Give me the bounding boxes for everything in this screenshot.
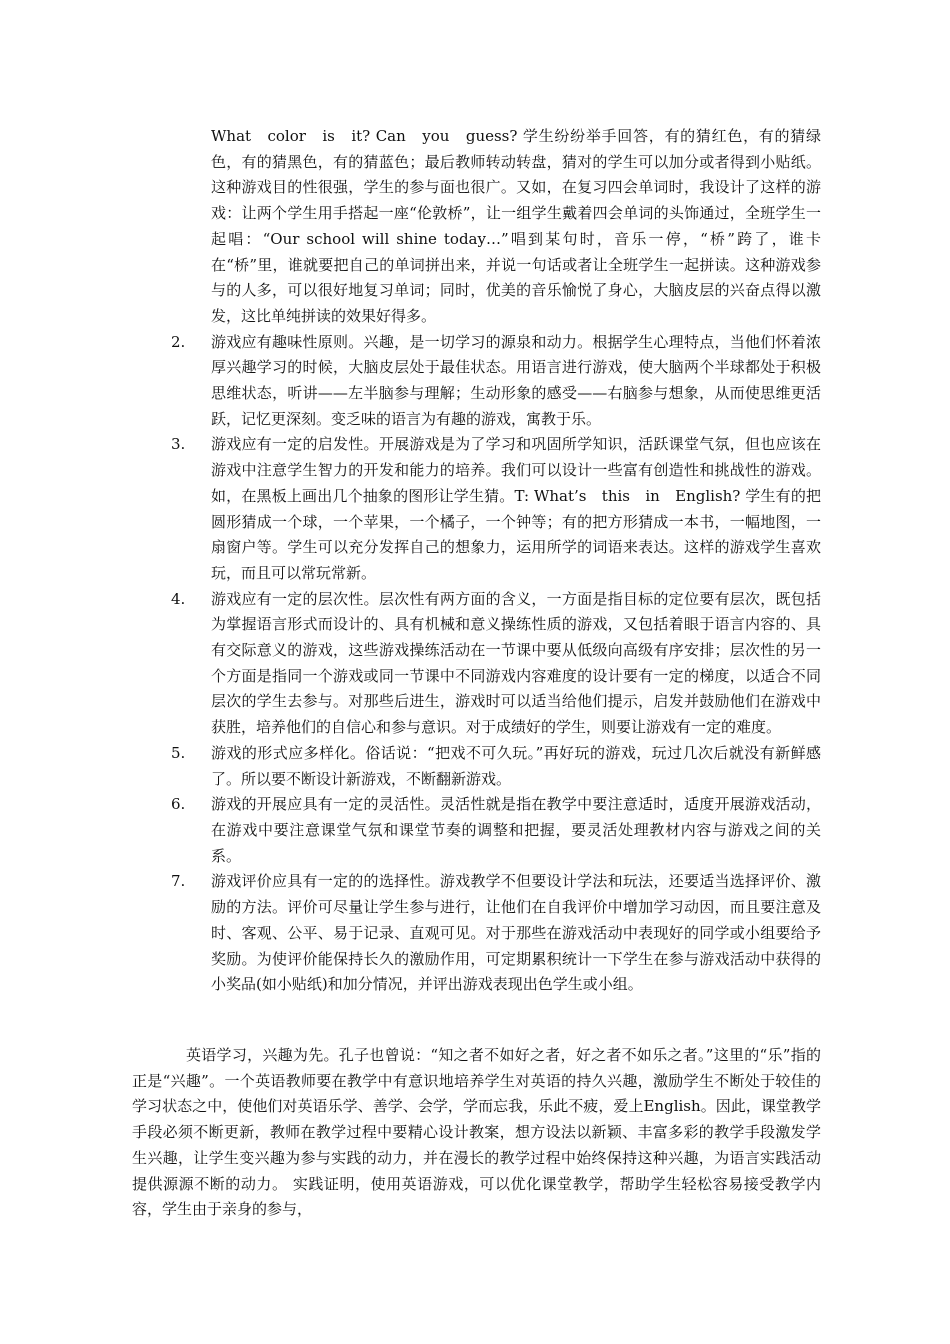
list-number: 5. xyxy=(171,743,186,762)
list-number: 7. xyxy=(171,872,186,891)
list-text: 游戏应有趣味性原则。兴趣，是一切学习的源泉和动力。根据学生心理特点，当他们怀着浓厚兴趣学习的时候，大脑皮层处于最佳状态。用语言进行游戏，使大脑两个半球都处于积极思维状态，听讲——左半脑参与理解；生动形象的感受——右脑参与想象，从而使思维更活跃，记忆更深刻。变乏味的语言为有趣的游戏，寓教于乐。 xyxy=(211,332,821,428)
principles-list xyxy=(171,124,821,998)
list-text: 游戏应有一定的启发性。开展游戏是为了学习和巩固所学知识，活跃课堂气氛，但也应该在游戏中注意学生智力的开发和能力的培养。我们可以设计一些富有创造性和挑战性的游戏。如，在黑板上画出几个抽象的图形让学生猜。T: What’s this in English? 学生有的把圆形猜成一个球，一个苹果，一个橘子，一个钟等；有的把方形猜成一本书，一幅地图，一扇窗户等。学生可以充分发挥自己的想象力，运用所学的词语来表达。这样的游戏学生喜欢玩，而且可以常玩常新。 xyxy=(211,435,821,582)
list-number: 3. xyxy=(171,435,186,454)
intro-paragraph: What color is it? Can you guess? 学生纷纷举手回答，有的猜红色，有的猜绿色，有的猜黑色，有的猜蓝色；最后教师转动转盘，猜对的学生可以加分或者得到小贴纸。这种游戏目的性很强，学生的参与面也很广。又如，在复习四会单词时，我设计了这样的游戏：让两个学生用手搭起一座“伦敦桥”，让一组学生戴着四会单词的头饰通过，全班学生一起唱：“Our school will shine today…”唱到某句时，音乐一停，“桥”跨了，谁卡在“桥”里，谁就要把自己的单词拼出来，并说一句话或者让全班学生一起拼读。这种游戏参与的人多，可以很好地复习单词；同时，优美的音乐愉悦了身心，大脑皮层的兴奋点得以激发，这比单纯拼读的效果好得多。 xyxy=(211,127,821,325)
list-item xyxy=(171,587,821,741)
list-item xyxy=(171,869,821,998)
list-number: 4. xyxy=(171,589,186,608)
list-number: 2. xyxy=(171,332,186,351)
list-item xyxy=(171,432,821,586)
list-number: 6. xyxy=(171,795,186,814)
closing-paragraph: 英语学习，兴趣为先。孔子也曾说：“知之者不如好之者，好之者不如乐之者。”这里的“乐”指的正是“兴趣”。一个英语教师要在教学中有意识地培养学生对英语的持久兴趣，激励学生不断处于较佳的学习状态之中，使他们对英语乐学、善学、会学，学而忘我，乐此不疲，爱上English。因此，课堂教学手段必须不断更新，教师在教学过程中要精心设计教案，想方设法以新颖、丰富多彩的教学手段激发学生兴趣，让学生变兴趣为参与实践的动力，并在漫长的教学过程中始终保持这种兴趣，为语言实践活动提供源源不断的动力。 实践证明，使用英语游戏，可以优化课堂教学，帮助学生轻松容易接受教学内容，学生由于亲身的参与， xyxy=(132,1046,821,1219)
list-item xyxy=(171,741,821,792)
list-text: 游戏应有一定的层次性。层次性有两方面的含义，一方面是指目标的定位要有层次，既包括为掌握语言形式而设计的、具有机械和意义操练性质的游戏，又包括着眼于语言内容的、具有交际意义的游戏，这些游戏操练活动在一节课中要从低级向高级有序安排；层次性的另一个方面是指同一个游戏或同一节课中不同游戏内容难度的设计要有一定的梯度，以适合不同层次的学生去参与。对那些后进生，游戏时可以适当给他们提示，启发并鼓励他们在游戏中获胜，培养他们的自信心和参与意识。对于成绩好的学生，则要让游戏有一定的难度。 xyxy=(211,589,821,737)
list-text: 游戏评价应具有一定的的选择性。游戏教学不但要设计学法和玩法，还要适当选择评价、激励的方法。评价可尽量让学生参与进行，让他们在自我评价中增加学习动因，而且要注意及时、客观、公平、易于记录、直观可见。对于那些在游戏活动中表现好的同学或小组要给予奖励。为使评价能保持长久的激励作用，可定期累积统计一下学生在参与游戏活动中获得的小奖品(如小贴纸)和加分情况，并评出游戏表现出色学生或小组。 xyxy=(211,872,821,994)
list-item xyxy=(171,792,821,869)
list-text: 游戏的形式应多样化。俗话说：“把戏不可久玩。”再好玩的游戏，玩过几次后就没有新鲜感了。所以要不断设计新游戏，不断翻新游戏。 xyxy=(211,743,821,788)
list-text: 游戏的开展应具有一定的灵活性。灵活性就是指在教学中要注意适时，适度开展游戏活动，在游戏中要注意课堂气氛和课堂节奏的调整和把握，要灵活处理教材内容与游戏之间的关系。 xyxy=(211,795,821,865)
closing-section xyxy=(132,1043,821,1223)
list-item xyxy=(171,330,821,433)
